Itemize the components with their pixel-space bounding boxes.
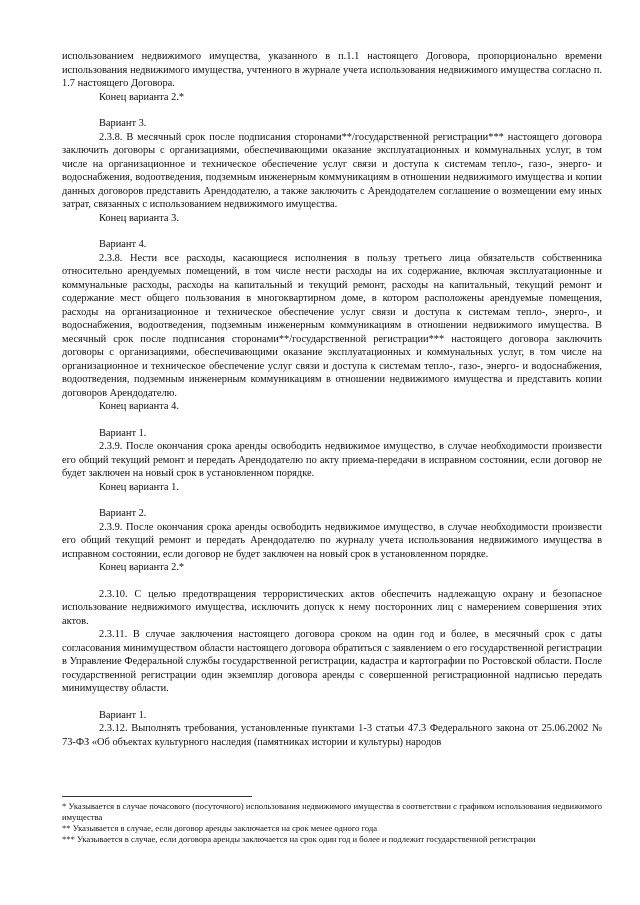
- paragraph: 2.3.8. Нести все расходы, касающиеся исполнения в пользу третьего лица обязательств собственника относительно арендуемых помещений, в том числе нести расходы на их содержание, включая эксплуатационные и коммунальные расходы, расходы на капитальный и текущий ремонт, расходы на капитальный, текущий ремонт и содержание мест общего пользования в многоквартирном доме, в котором расположены арендуемые помещения, расходы на организационное и техническое обеспечение услуг связи и доступа к системам тепло-, энерго-, и водоснабжения, водоотведения, подземным инженерным коммуникациям в отношении недвижимого имущества. В месячный срок после подписания сторонами**/государственной регистрации*** настоящего договора заключить договоры с организациями, обеспечивающими оказание эксплуатационных и коммунальных услуг, в том числе на организационное и техническое обеспечение услуг связи и доступа к системам тепло-, газо-, энерго- и водоснабжения, водоотведения, подземным инженерным коммуникациям в отношении недвижимого имущества и представить копии договоров Арендодателю.: [62, 252, 602, 399]
- footnote: * Указывается в случае почасового (посуточного) использования недвижимого имущества в соответствии с графиком использования недвижимого имущества: [62, 801, 602, 822]
- variant-heading: Вариант 2.: [99, 508, 147, 519]
- variant-end: Конец варианта 3.: [99, 212, 179, 224]
- variant-heading: Вариант 4.: [99, 239, 147, 250]
- variant-heading: Вариант 1.: [99, 709, 147, 721]
- document-body: [62, 50, 602, 749]
- paragraph: 2.3.10. С целью предотвращения террористических актов обеспечить надлежащую охрану и безопасное использование недвижимого имущества, исключить допуск к нему посторонних лиц с намерением совершения этих актов.: [62, 588, 602, 627]
- paragraph: использованием недвижимого имущества, указанного в п.1.1 настоящего Договора, пропорционально времени использования недвижимого имущества, учтенного в журнале учета использования недвижимого имущества согласно п. 1.7 настоящего Договора.: [62, 51, 602, 89]
- footnote: *** Указывается в случае, если договора аренды заключается на срок один год и более и подлежит государственной регистрации: [62, 834, 536, 844]
- footnote-divider: [62, 796, 252, 797]
- paragraph: 2.3.8. В месячный срок после подписания сторонами**/государственной регистрации*** настоящего договора заключить договоры с организациями, обеспечивающими оказание эксплуатационных и коммунальных услуг, в том числе на организационное и техническое обеспечение услуг связи и доступа к системам тепло-, газо-, энерго- и водоснабжения, водоотведения, подземным инженерным коммуникациям в отношении недвижимого имущества и копии данных договоров представить Арендодателю, а также заключить с Арендодателем соглашение о возмещении ему иных затрат, связанных с использованием недвижимого имущества.: [62, 131, 602, 210]
- paragraph: 2.3.12. Выполнять требования, установленные пунктами 1-3 статьи 47.3 Федерального закона от 25.06.2002 № 73-ФЗ «Об объектах культурного наследия (памятниках истории и культуры) народов: [62, 723, 602, 748]
- variant-heading: Вариант 1.: [99, 427, 147, 439]
- footnotes: [62, 796, 602, 845]
- paragraph: 2.3.11. В случае заключения настоящего договора сроком на один год и более, в месячный срок с даты согласования минимуществом области настоящего договора обратиться с заявлением о его государственной регистрации в Управление Федеральной службы государственной регистрации, кадастра и картографии по Ростовской области. После государственной регистрации один экземпляр договора аренды с совершенной регистрационной надписью передать минимуществу области.: [62, 629, 602, 694]
- paragraph: 2.3.9. После окончания срока аренды освободить недвижимое имущество, в случае необходимости произвести его общий текущий ремонт и передать Арендодателю по журналу учета использования недвижимого имущества в исправном состоянии, если договор не будет заключен на новый срок в установленном порядке.: [62, 521, 602, 560]
- variant-end: Конец варианта 4.: [99, 401, 179, 412]
- footnote: ** Указывается в случае, если договор аренды заключается на срок менее одного года: [62, 823, 378, 833]
- variant-heading: Вариант 3.: [99, 118, 147, 129]
- variant-end: Конец варианта 2.*: [99, 562, 185, 573]
- variant-end: Конец варианта 1.: [99, 481, 179, 493]
- paragraph: 2.3.9. После окончания срока аренды освободить недвижимое имущество, в случае необходимости произвести его общий текущий ремонт и передать Арендодателю по акту приема-передачи в исправном состоянии, если договор не будет заключен на новый срок в установленном порядке.: [62, 441, 602, 479]
- variant-end: Конец варианта 2.*: [99, 91, 185, 103]
